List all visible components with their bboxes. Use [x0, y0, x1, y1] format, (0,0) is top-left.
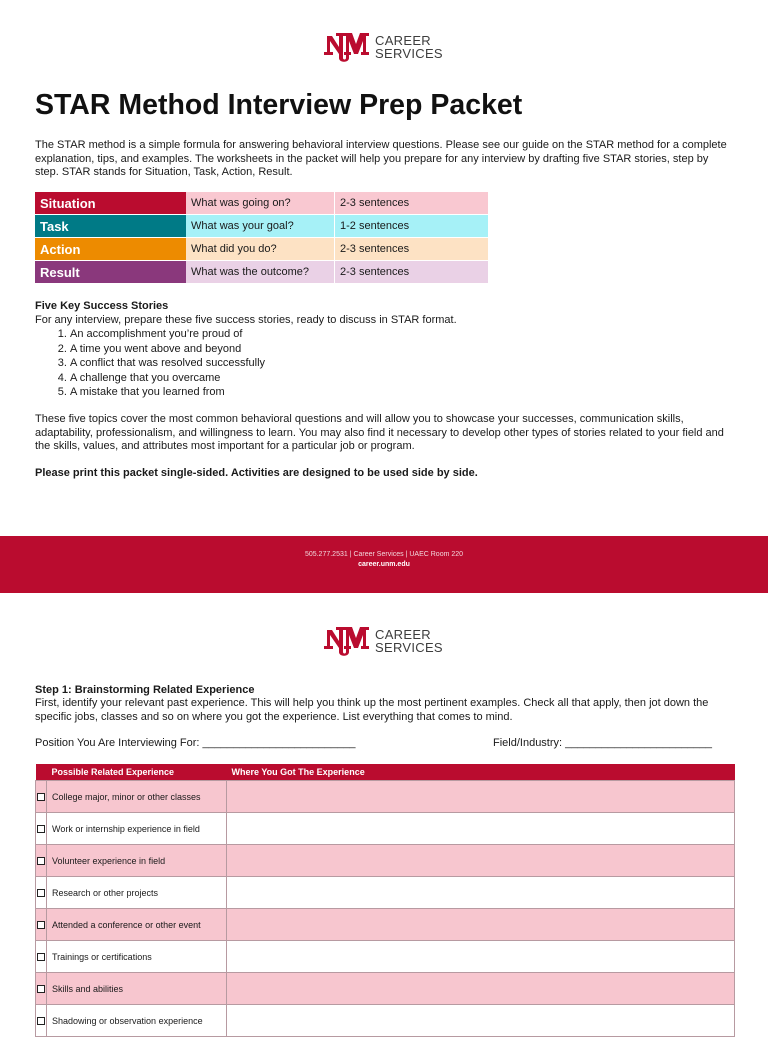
experience-checkbox[interactable] — [37, 793, 45, 801]
star-table — [35, 192, 488, 284]
where-experience-cell[interactable] — [227, 941, 735, 973]
story-item: 1. An accomplishment you’re proud of — [70, 327, 265, 342]
footer-url[interactable]: career.unm.edu — [358, 561, 410, 568]
star-row-result — [35, 261, 488, 284]
star-length: 1-2 sentences — [335, 215, 489, 238]
logo-line-career: CAREER — [375, 627, 431, 642]
topics-paragraph: These five topics cover the most common behavioral questions and will allow you to showcase your successes, communication skills, adaptability, professionalism, and willingness to learn. You may also find it necessary to develop other types of stories related to your field and the skills, values, and attributes most important for a particular job or program. — [35, 413, 724, 452]
where-experience-cell[interactable] — [227, 973, 735, 1005]
where-experience-cell[interactable] — [227, 877, 735, 909]
experience-table-header — [36, 764, 735, 781]
experience-checkbox[interactable] — [37, 889, 45, 897]
star-question: What did you do? — [186, 238, 335, 261]
intro-paragraph: The STAR method is a simple formula for answering behavioral interview questions. Please see our guide on the STAR method for a complete explanation, tips, and examples. The worksheets in the packet will help you prepare for any interview by drafting five STAR stories, step by step. STAR stands for Situation, Task, Action, Result. — [35, 139, 727, 178]
story-item: 3. A conflict that was resolved successfully — [70, 356, 265, 371]
where-experience-cell[interactable] — [227, 845, 735, 877]
star-question: What was going on? — [186, 192, 335, 215]
table-row — [36, 877, 735, 909]
experience-table — [35, 764, 735, 1037]
star-label: Situation — [35, 192, 186, 215]
star-row-task — [35, 215, 488, 238]
checkbox-cell — [36, 941, 47, 973]
checkbox-cell — [36, 973, 47, 1005]
experience-checkbox[interactable] — [37, 953, 45, 961]
checkbox-cell — [36, 813, 47, 845]
unm-logo-icon — [323, 626, 371, 656]
checkbox-cell — [36, 781, 47, 813]
star-label: Action — [35, 238, 186, 261]
table-row — [36, 781, 735, 813]
table-row — [36, 973, 735, 1005]
stories-intro: For any interview, prepare these five success stories, ready to discuss in STAR format. — [35, 314, 457, 326]
unm-career-services-logo — [323, 32, 453, 64]
unm-career-services-logo-page2 — [323, 626, 453, 658]
experience-checkbox[interactable] — [37, 857, 45, 865]
checkbox-cell — [36, 845, 47, 877]
star-label: Result — [35, 261, 186, 284]
experience-checkbox[interactable] — [37, 921, 45, 929]
star-length: 2-3 sentences — [335, 192, 489, 215]
checkbox-cell — [36, 1005, 47, 1037]
table-row — [36, 813, 735, 845]
table-row — [36, 941, 735, 973]
stories-list — [35, 327, 265, 400]
star-length: 2-3 sentences — [335, 238, 489, 261]
experience-label: Shadowing or observation experience — [47, 1005, 227, 1037]
stories-heading: Five Key Success Stories — [35, 300, 169, 312]
experience-label: Skills and abilities — [47, 973, 227, 1005]
experience-label: Research or other projects — [47, 877, 227, 909]
star-row-action — [35, 238, 488, 261]
star-label: Task — [35, 215, 186, 238]
table-row — [36, 845, 735, 877]
star-length: 2-3 sentences — [335, 261, 489, 284]
where-experience-cell[interactable] — [227, 813, 735, 845]
page-title: STAR Method Interview Prep Packet — [35, 89, 523, 121]
header-spacer — [36, 764, 47, 781]
table-row — [36, 909, 735, 941]
logo-line-services: SERVICES — [375, 46, 443, 61]
step1-heading: Step 1: Brainstorming Related Experience — [35, 684, 255, 696]
header-possible-experience: Possible Related Experience — [47, 764, 227, 781]
checkbox-cell — [36, 909, 47, 941]
where-experience-cell[interactable] — [227, 781, 735, 813]
logo-line-career: CAREER — [375, 33, 431, 48]
star-row-situation — [35, 192, 488, 215]
experience-label: College major, minor or other classes — [47, 781, 227, 813]
experience-label: Trainings or certifications — [47, 941, 227, 973]
logo-wordmark — [375, 628, 443, 654]
where-experience-cell[interactable] — [227, 1005, 735, 1037]
unm-logo-icon — [323, 32, 371, 62]
footer-contact: 505.277.2531 | Career Services | UAEC Room 220 — [304, 551, 464, 558]
print-note: Please print this packet single-sided. Activities are designed to be used side by side. — [35, 467, 478, 479]
experience-label: Work or internship experience in field — [47, 813, 227, 845]
star-question: What was the outcome? — [186, 261, 335, 284]
industry-field[interactable]: Field/Industry: ________________________ — [493, 737, 712, 749]
position-field[interactable]: Position You Are Interviewing For: _________________________ — [35, 737, 356, 749]
story-item: 2. A time you went above and beyond — [70, 342, 265, 357]
experience-checkbox[interactable] — [37, 825, 45, 833]
experience-checkbox[interactable] — [37, 985, 45, 993]
logo-wordmark — [375, 34, 443, 60]
checkbox-cell — [36, 877, 47, 909]
header-where-experience: Where You Got The Experience — [227, 764, 735, 781]
experience-label: Volunteer experience in field — [47, 845, 227, 877]
where-experience-cell[interactable] — [227, 909, 735, 941]
logo-line-services: SERVICES — [375, 640, 443, 655]
table-row — [36, 1005, 735, 1037]
experience-label: Attended a conference or other event — [47, 909, 227, 941]
story-item: 5. A mistake that you learned from — [70, 385, 265, 400]
step1-instructions: First, identify your relevant past experience. This will help you think up the most pertinent examples. Check all that apply, then jot down the specific jobs, classes and so on where you got the experience. List everything that comes to mind. — [35, 697, 709, 723]
star-question: What was your goal? — [186, 215, 335, 238]
story-item: 4. A challenge that you overcame — [70, 371, 265, 386]
